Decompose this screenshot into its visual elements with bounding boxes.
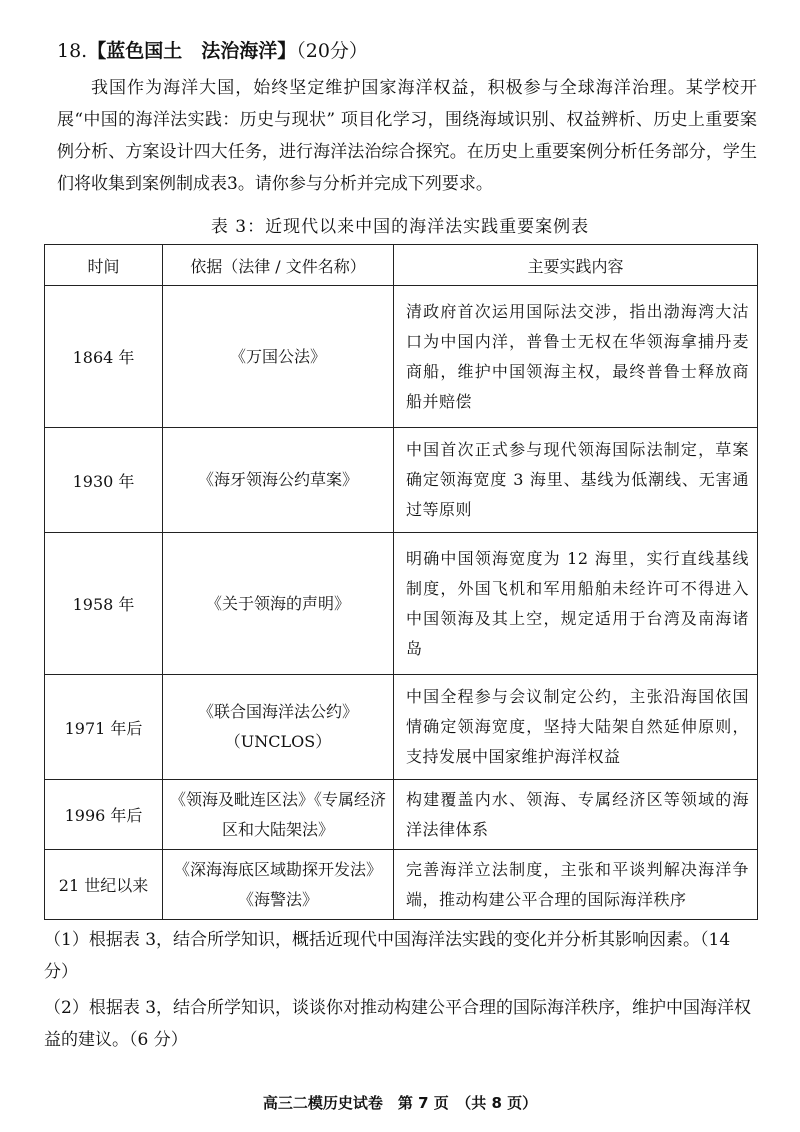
row-basis: 《联合国海洋法公约》（UNCLOS） [163, 675, 394, 780]
header-content: 主要实践内容 [394, 245, 758, 286]
sub-question-2: （2）根据表 3，结合所学知识，谈谈你对推动构建公平合理的国际海洋秩序，维护中国海洋权益的建议。（6 分） [44, 998, 752, 1050]
row-basis: 《领海及毗连区法》《专属经济区和大陆架法》 [163, 780, 394, 850]
question-tag: 【蓝色国土 法治海洋】 [87, 40, 297, 62]
case-table [44, 244, 758, 920]
question-intro: 我国作为海洋大国，始终坚定维护国家海洋权益，积极参与全球海洋治理。某学校开展“中国的海洋法实践：历史与现状” 项目化学习，围绕海域识别、权益辨析、历史上重要案例分析、方案设计四大任务，进行海洋法治综合探究。在历史上重要案例分析任务部分，学生们将收集到案例制成表3。请你参与分析并完成下列要求。 [57, 78, 757, 194]
row-time: 1930 年 [45, 428, 163, 533]
row-time: 21 世纪以来 [45, 850, 163, 920]
row-time: 1958 年 [45, 533, 163, 675]
question-heading [57, 36, 368, 63]
row-content: 中国首次正式参与现代领海国际法制定，草案确定领海宽度 3 海里、基线为低潮线、无害通过等原则 [394, 428, 758, 533]
table-row [45, 780, 758, 850]
row-content: 明确中国领海宽度为 12 海里，实行直线基线制度，外国飞机和军用船舶未经许可不得进入中国领海及其上空，规定适用于台湾及南海诸岛 [394, 533, 758, 675]
row-time: 1996 年后 [45, 780, 163, 850]
table-caption: 表 3：近现代以来中国的海洋法实践重要案例表 [210, 217, 590, 237]
page-footer: 高三二模历史试卷 第 7 页 （共 8 页） [262, 1094, 538, 1112]
table-row [45, 533, 758, 675]
row-time: 1971 年后 [45, 675, 163, 780]
row-content: 清政府首次运用国际法交涉，指出渤海湾大沽口为中国内洋，普鲁士无权在华领海拿捕丹麦商船，维护中国领海主权，最终普鲁士释放商船并赔偿 [394, 286, 758, 428]
header-time: 时间 [45, 245, 163, 286]
row-content: 构建覆盖内水、领海、专属经济区等领域的海洋法律体系 [394, 780, 758, 850]
question-number: 18. [57, 40, 88, 62]
row-basis: 《深海海底区域勘探开发法》《海警法》 [163, 850, 394, 920]
header-basis: 依据（法律 / 文件名称） [163, 245, 394, 286]
row-content: 中国全程参与会议制定公约，主张沿海国依国情确定领海宽度，坚持大陆架自然延伸原则，支持发展中国家维护海洋权益 [394, 675, 758, 780]
table-row [45, 675, 758, 780]
row-basis: 《关于领海的声明》 [163, 533, 394, 675]
row-basis: 《海牙领海公约草案》 [163, 428, 394, 533]
row-basis: 《万国公法》 [163, 286, 394, 428]
sub-question-1: （1）根据表 3，结合所学知识，概括近现代中国海洋法实践的变化并分析其影响因素。（14 分） [44, 930, 731, 982]
row-time: 1864 年 [45, 286, 163, 428]
table-row [45, 428, 758, 533]
table-header-row [45, 245, 758, 286]
table-row [45, 850, 758, 920]
row-content: 完善海洋立法制度，主张和平谈判解决海洋争端，推动构建公平合理的国际海洋秩序 [394, 850, 758, 920]
table-row [45, 286, 758, 428]
question-score: （20分） [296, 40, 368, 62]
